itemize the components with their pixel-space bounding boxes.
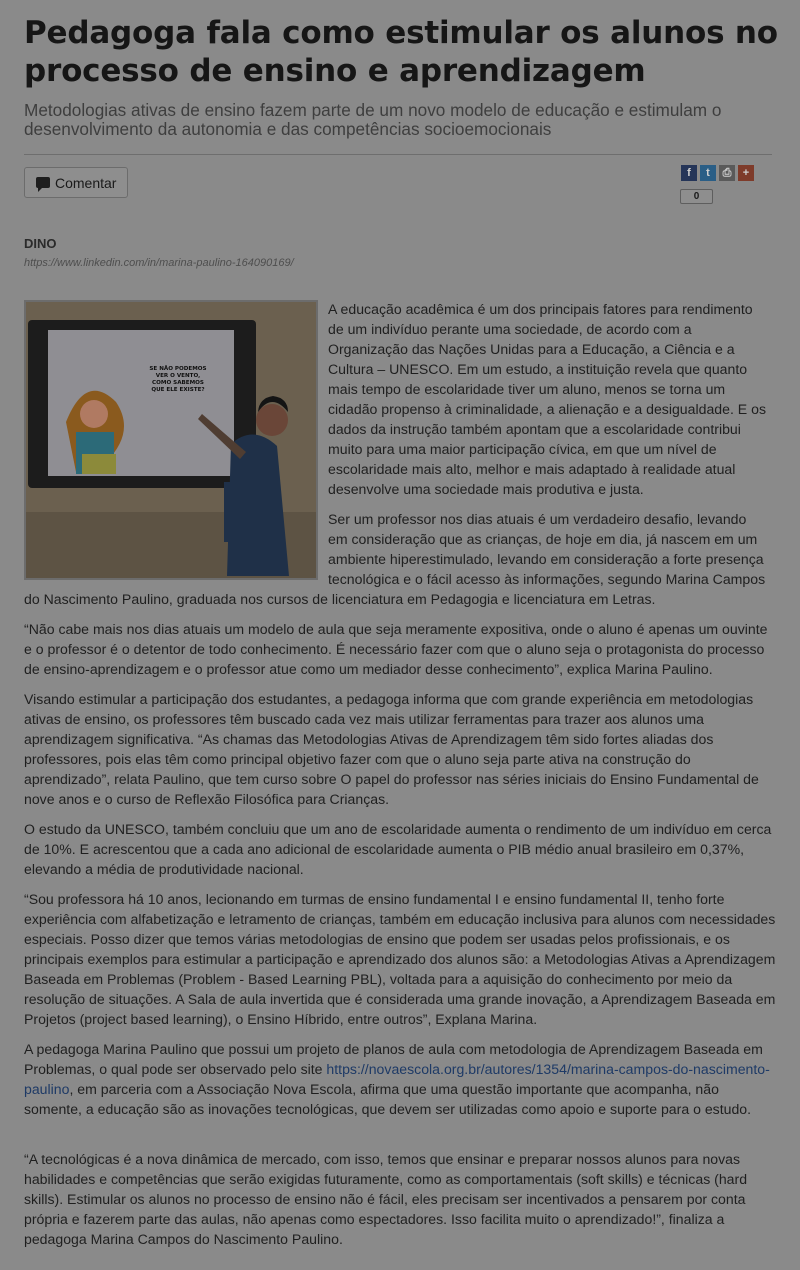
- text-line: tecnológica e o fácil acesso às informações, segundo Marina Campos: [328, 571, 766, 587]
- novaescola-link[interactable]: https://novaescola.org.br/autores/1354/marina-campos-do-nascimento-paulino: [24, 1061, 770, 1097]
- share-bar: [681, 165, 754, 181]
- print-icon[interactable]: ⎙: [719, 165, 735, 181]
- article-subtitle: Metodologias ativas de ensino fazem parte de um novo modelo de educação e estimulam o desenvolvimento da autonomia e das competências socioemocionais: [24, 100, 722, 139]
- text-line: mais tempo de escolaridade tiver um aluno, menos se torna um: [328, 381, 726, 397]
- text-line: de um indivíduo perante uma sociedade, de acordo com a: [328, 321, 692, 337]
- paragraph-1: [328, 299, 778, 499]
- paragraph-8: “A tecnológicas é a nova dinâmica de mercado, com isso, temos que ensinar e preparar nossos alunos para novas habilidades e competências que serão exigidas futuramente, como as comportamentais (soft skills) e técnicas (hard skills). Estimular os alunos no processo de ensino não é fácil, eles precisam ser incentivados a pensarem por conta própria e fazerem parte das aulas, não apenas como espectadores. Isso facilita muito o aprendizado!”, finaliza a pedagoga Marina Campos do Nascimento Paulino.: [24, 1151, 748, 1247]
- text-line: muito para uma maior participação cívica, em que um nível de: [328, 441, 717, 457]
- text-run: , em parceria com a Associação Nova Escola, afirma que uma questão importante que acompanha, não somente, a educação são as inovações tecnológicas, que devem ser utilizadas como apoio e suporte para o estudo.: [24, 1081, 752, 1117]
- paragraph-2-end: do Nascimento Paulino, graduada nos cursos de licenciatura em Pedagogia e licenciatura em Letras.: [24, 591, 656, 607]
- text-line: cidadão propenso à criminalidade, a alienação e a desigualdade. E os: [328, 401, 766, 417]
- article-headline: Pedagoga fala como estimular os alunos no processo de ensino e aprendizagem: [24, 15, 778, 89]
- article-photo: [24, 300, 318, 580]
- divider: [24, 154, 772, 155]
- text-line: Organização das Nações Unidas para a Educação, a Ciência e a: [328, 341, 735, 357]
- comment-bubble-icon: [36, 177, 50, 188]
- text-line: desenvolve uma sociedade mais produtiva e justa.: [328, 481, 644, 497]
- board-text-line: COMO SABEMOS: [152, 380, 204, 386]
- text-line: A educação acadêmica é um dos principais fatores para rendimento: [328, 301, 753, 317]
- paragraph-3: “Não cabe mais nos dias atuais um modelo de aula que seja meramente expositiva, onde o aluno é apenas um ouvinte e o professor é o detentor de todo conhecimento. É necessário fazer com que o aluno seja o protagonista do processo de ensino-aprendizagem e o professor atue como um mediador desse conhecimento”, explica Marina Paulino.: [24, 621, 768, 677]
- text-run: A pedagoga Marina Paulino que possui um projeto de planos de aula com metodologia de Aprendizagem Baseada em Problemas, o qual pode ser observado pelo site: [24, 1041, 763, 1077]
- board-text-line: SE NÃO PODEMOS: [149, 366, 207, 372]
- text-line: Cultura – UNESCO. Em um estudo, a instituição revela que quanto: [328, 361, 748, 377]
- text-line: escolaridade mais alto, melhor e mais adaptado à realidade atual: [328, 461, 736, 477]
- paragraph-7: [24, 1039, 778, 1119]
- text-line: ambiente hiperestimulado, levando em consideração a forte presença: [328, 551, 764, 567]
- plus-icon[interactable]: +: [738, 165, 754, 181]
- board-text-line: VER O VENTO,: [155, 373, 201, 379]
- paragraph-6: “Sou professora há 10 anos, lecionando em turmas de ensino fundamental I e ensino fundamental II, tenho forte experiência com alfabetização e letramento de crianças, também em educação inclusiva para alunos com necessidades especiais. Posso dizer que temos várias metodologias de ensino que podem ser usadas pelos profissionais, e os principais exemplos para estimular a participação e aprendizado dos alunos são: a Metodologias Ativas a Aprendizagem Baseada em Problemas (Problem - Based Learning PBL), voltada para a aquisição do conhecimento por meio da resolução de situações. A Sala de aula invertida que é considerada uma grande inovação, a Aprendizagem Baseada em Projetos (project based learning), o Ensino Híbrido, entre outros”, Explana Marina.: [24, 891, 776, 1027]
- paragraph-5: O estudo da UNESCO, também concluiu que um ano de escolaridade aumenta o rendimento de um indivíduo em cerca de 10%. E acrescentou que a cada ano adicional de escolaridade aumenta o PIB médio anual brasileiro em 0,37%, elevando a média de produtividade nacional.: [24, 821, 772, 877]
- twitter-icon[interactable]: t: [700, 165, 716, 181]
- text-line: em consideração que as crianças, de hoje em dia, já nascem em um: [328, 531, 758, 547]
- paragraph-2: [328, 509, 778, 589]
- paragraph-4: Visando estimular a participação dos estudantes, a pedagoga informa que com grande experiência em metodologias ativas de ensino, os professores têm buscado cada vez mais utilizar ferramentas para trazer aos alunos uma aprendizagem significativa. “As chamas das Metodologias Ativas de Aprendizagem têm sido fortes aliadas dos professores, pois elas têm como principal objetivo fazer com que o aluno seja parte ativa na construção do aprendizado”, relata Paulino, que tem curso sobre O papel do professor nas séries iniciais do Ensino Fundamental de nove anos e o curso de Reflexão Filosófica para Crianças.: [24, 691, 759, 807]
- author-url[interactable]: https://www.linkedin.com/in/marina-paulino-164090169/: [24, 257, 294, 269]
- comment-button-label: Comentar: [55, 174, 117, 191]
- text-line: Ser um professor nos dias atuais é um verdadeiro desafio, levando: [328, 511, 747, 527]
- board-text-line: QUE ELE EXISTE?: [151, 387, 205, 393]
- author-name: DINO: [24, 236, 57, 251]
- comment-button[interactable]: [24, 167, 128, 198]
- text-line: dados da instrução também apontam que a escolaridade contribui: [328, 421, 741, 437]
- share-count: 0: [680, 189, 713, 204]
- facebook-icon[interactable]: f: [681, 165, 697, 181]
